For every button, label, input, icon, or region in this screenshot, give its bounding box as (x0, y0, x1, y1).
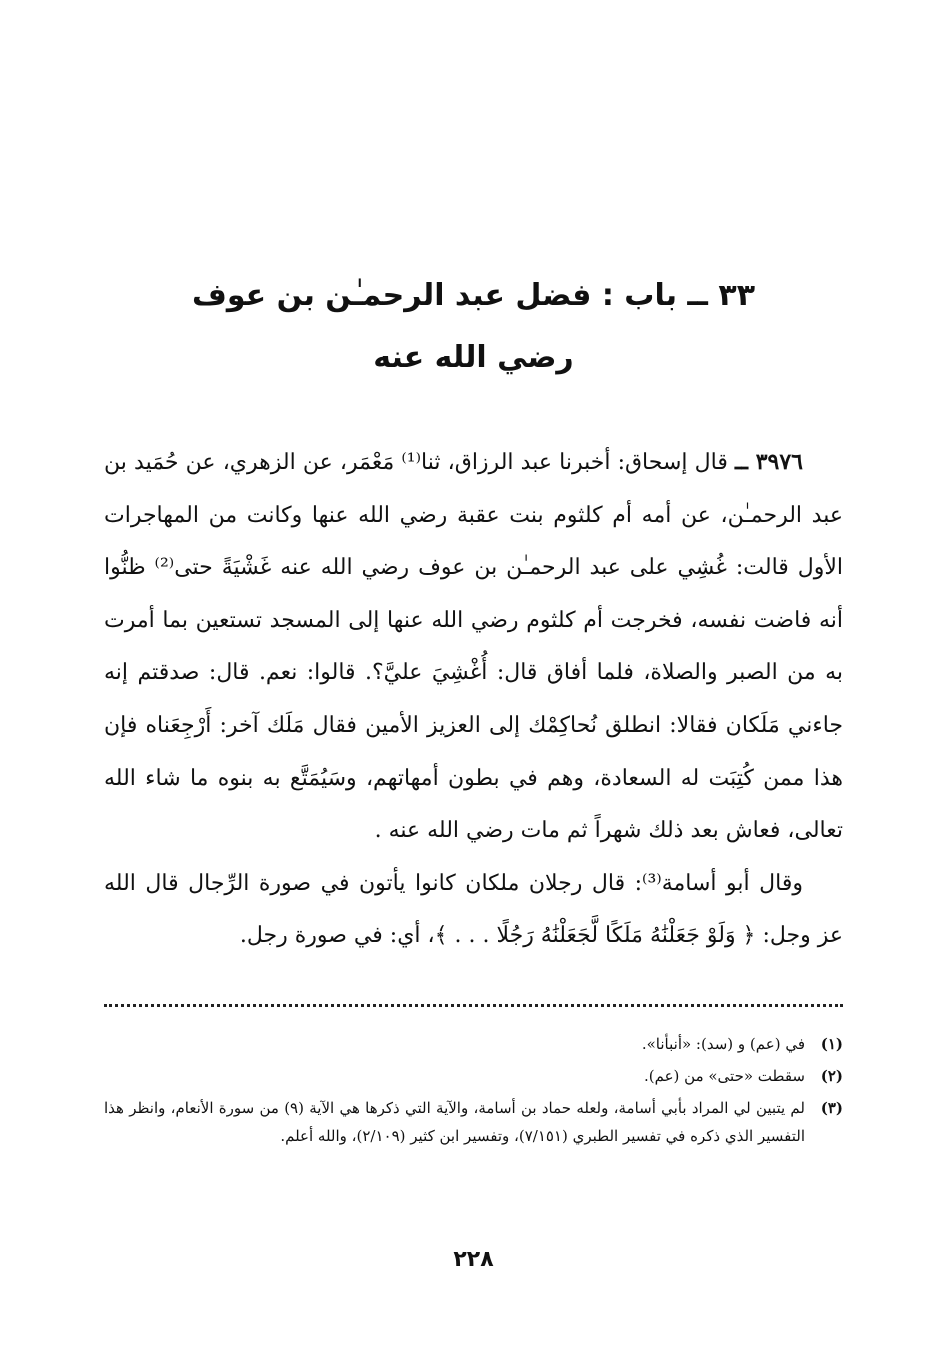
page-number: ٢٢٨ (453, 1247, 494, 1272)
hadith-number: ٣٩٧٦ ــ (735, 449, 803, 475)
hadith-text: قال إسحاق: أخبرنا عبد الرزاق، ثنا⁽¹⁾ مَعْمَر، عن الزهري، عن حُمَيد بن عبد الرحمـٰن، عن أمه أم كلثوم بنت عقبة رضي الله عنها وكانت من المهاجرات الأول قالت: غُشِي على عبد الرحمـٰن بن عوف رضي الله عنه غَشْيَةً حتى⁽²⁾ ظنُّوا أنه فاضت نفسه، فخرجت أم كلثوم رضي الله عنها إلى المسجد تستعين بما أمرت به من الصبر والصلاة، فلما أفاق قال: أُغْشِيَ عليَّ؟. قالوا: نعم. قال: صدقتم إنه جاءني مَلَكان فقالا: انطلق نُحاكِمْك إلى العزيز الأمين فقال مَلَك آخر: أَرْجِعَناه فإن هذا ممن كُتِبَت له السعادة، وهم في بطون أمهاتهم، وسَيُمَتَّع به بنوه ما شاء الله تعالى، فعاش بعد ذلك شهراً ثم مات رضي الله عنه . (104, 450, 843, 844)
chapter-subtitle: رضي الله عنه (373, 340, 574, 375)
chapter-title: ٣٣ ــ باب : فضل عبد الرحمـٰن بن عوف (191, 278, 756, 313)
footnote-text: لم يتبين لي المراد بأبي أسامة، ولعله حماد بن أسامة، والآية التي ذكرها هي الآية (٩) من سورة الأنعام، وانظر هذا التفسير الذي ذكره في تفسير الطبري (٧/١٥١)، وتفسير ابن كثير (٢/١٠٩)، والله أعلم. (104, 1099, 805, 1145)
footnote-marker: (٢) (820, 1067, 843, 1085)
footnotes (104, 1030, 843, 1154)
footnote-marker: (١) (820, 1035, 843, 1053)
footnote-item (104, 1030, 843, 1058)
footnote-text: سقطت «حتى» من (عم). (643, 1067, 805, 1085)
main-text (104, 436, 843, 963)
footnote-divider (104, 1004, 843, 1007)
footnote-marker: (٣) (820, 1099, 843, 1117)
commentary-paragraph (104, 858, 843, 963)
hadith-paragraph (104, 436, 843, 858)
footnote-item (104, 1062, 843, 1090)
commentary-text: وقال أبو أسامة⁽³⁾: قال رجلان ملكان كانوا يأتون في صورة الرِّجال قال الله عز وجل: ﴿ وَلَوْ جَعَلْنَٰهُ مَلَكًا لَّجَعَلْنَٰهُ رَجُلًا . . . ﴾، أي: في صورة رجل. (104, 870, 843, 949)
footnote-text: في (عم) و (سد): «أنبأنا». (641, 1035, 805, 1053)
footnote-item (104, 1094, 843, 1150)
